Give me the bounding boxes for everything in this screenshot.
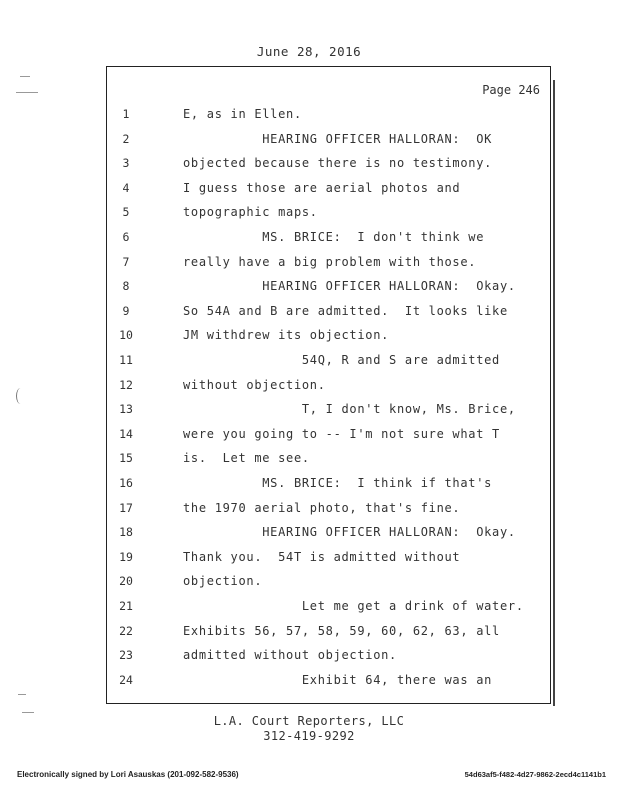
line-number: 5 (122, 205, 130, 220)
line-number: 12 (119, 377, 133, 392)
line-number: 24 (119, 672, 133, 687)
header-date: June 28, 2016 (256, 44, 362, 59)
line-number: 19 (119, 549, 133, 564)
line-number: 10 (119, 328, 133, 343)
court-reporter-phone: 312-419-9292 (263, 729, 355, 743)
transcript-line (107, 424, 547, 444)
line-text: Thank you. 54T is admitted without (183, 549, 461, 564)
line-text: E, as in Ellen. (183, 107, 302, 121)
transcript-line (107, 301, 547, 321)
line-text: I guess those are aerial photos and (183, 180, 461, 195)
transcript-line (107, 227, 547, 247)
transcript-line (107, 571, 547, 591)
line-number: 9 (122, 303, 130, 318)
line-text: MS. BRICE: I think if that's (183, 476, 493, 490)
line-text: HEARING OFFICER HALLORAN: Okay. (183, 279, 516, 294)
line-text: topographic maps. (183, 205, 318, 220)
line-text: were you going to -- I'm not sure what T (183, 426, 500, 441)
scan-speck (16, 92, 38, 93)
line-text: MS. BRICE: I don't think we (183, 230, 485, 244)
transcript-line (107, 670, 547, 690)
transcript-line (107, 621, 547, 641)
transcript-line (107, 276, 547, 296)
transcript-line (107, 596, 547, 616)
transcript-frame-shadow (553, 80, 555, 706)
line-text: Exhibit 64, there was an (183, 672, 493, 687)
transcript-line (107, 129, 547, 149)
line-number: 22 (119, 623, 133, 638)
transcript-line (107, 448, 547, 468)
binder-hole-mark (16, 388, 25, 404)
line-text: admitted without objection. (183, 648, 397, 663)
line-number: 17 (119, 500, 133, 515)
line-number: 20 (119, 574, 133, 589)
line-number: 14 (119, 426, 133, 441)
transcript-line (107, 399, 547, 419)
transcript-line (107, 252, 547, 272)
line-number: 4 (122, 180, 130, 195)
transcript-line (107, 547, 547, 567)
line-number: 11 (119, 353, 133, 367)
transcript-line (107, 350, 547, 370)
scan-speck (22, 712, 34, 713)
line-text: the 1970 aerial photo, that's fine. (183, 500, 461, 515)
line-number: 7 (122, 254, 130, 269)
line-number: 8 (122, 279, 130, 294)
line-number: 13 (119, 402, 133, 417)
transcript-line (107, 153, 547, 173)
court-reporter-name: L.A. Court Reporters, LLC (213, 714, 405, 728)
line-number: 23 (119, 648, 133, 663)
line-text: So 54A and B are admitted. It looks like (183, 303, 508, 318)
line-text: Exhibits 56, 57, 58, 59, 60, 62, 63, all (183, 623, 500, 638)
line-number: 6 (122, 230, 130, 244)
e-signature-notice: Electronically signed by Lori Asauskas (201-092-582-9536) (17, 770, 239, 779)
footer (0, 714, 618, 744)
line-number: 1 (122, 107, 130, 121)
line-text: objected because there is no testimony. (183, 156, 493, 171)
document-id: 54d63af5-f482-4d27-9862-2ecd4c1141b1 (464, 770, 606, 779)
transcript-line (107, 473, 547, 493)
line-text: HEARING OFFICER HALLORAN: Okay. (183, 525, 516, 540)
line-text: really have a big problem with those. (183, 254, 477, 269)
transcript-line (107, 202, 547, 222)
line-number: 21 (119, 599, 133, 613)
line-text: 54Q, R and S are admitted (183, 353, 500, 367)
transcript-line (107, 522, 547, 542)
line-text: without objection. (183, 377, 326, 392)
line-number: 18 (119, 525, 133, 540)
transcript-line (107, 645, 547, 665)
scan-speck (20, 76, 30, 77)
line-text: is. Let me see. (183, 451, 310, 466)
transcript-line (107, 325, 547, 345)
line-number: 2 (122, 131, 130, 146)
transcript-line (107, 498, 547, 518)
line-number: 3 (122, 156, 130, 171)
line-text: objection. (183, 574, 263, 589)
transcript-line (107, 375, 547, 395)
line-text: T, I don't know, Ms. Brice, (183, 402, 516, 417)
transcript-line (107, 104, 547, 124)
line-number: 15 (119, 451, 133, 466)
transcript-line (107, 178, 547, 198)
scan-speck (18, 694, 26, 695)
page-number: Page 246 (482, 83, 540, 97)
line-number: 16 (119, 476, 133, 490)
line-text: Let me get a drink of water. (183, 599, 524, 613)
line-text: JM withdrew its objection. (183, 328, 390, 343)
line-text: HEARING OFFICER HALLORAN: OK (183, 131, 493, 146)
transcript-frame (106, 66, 551, 704)
